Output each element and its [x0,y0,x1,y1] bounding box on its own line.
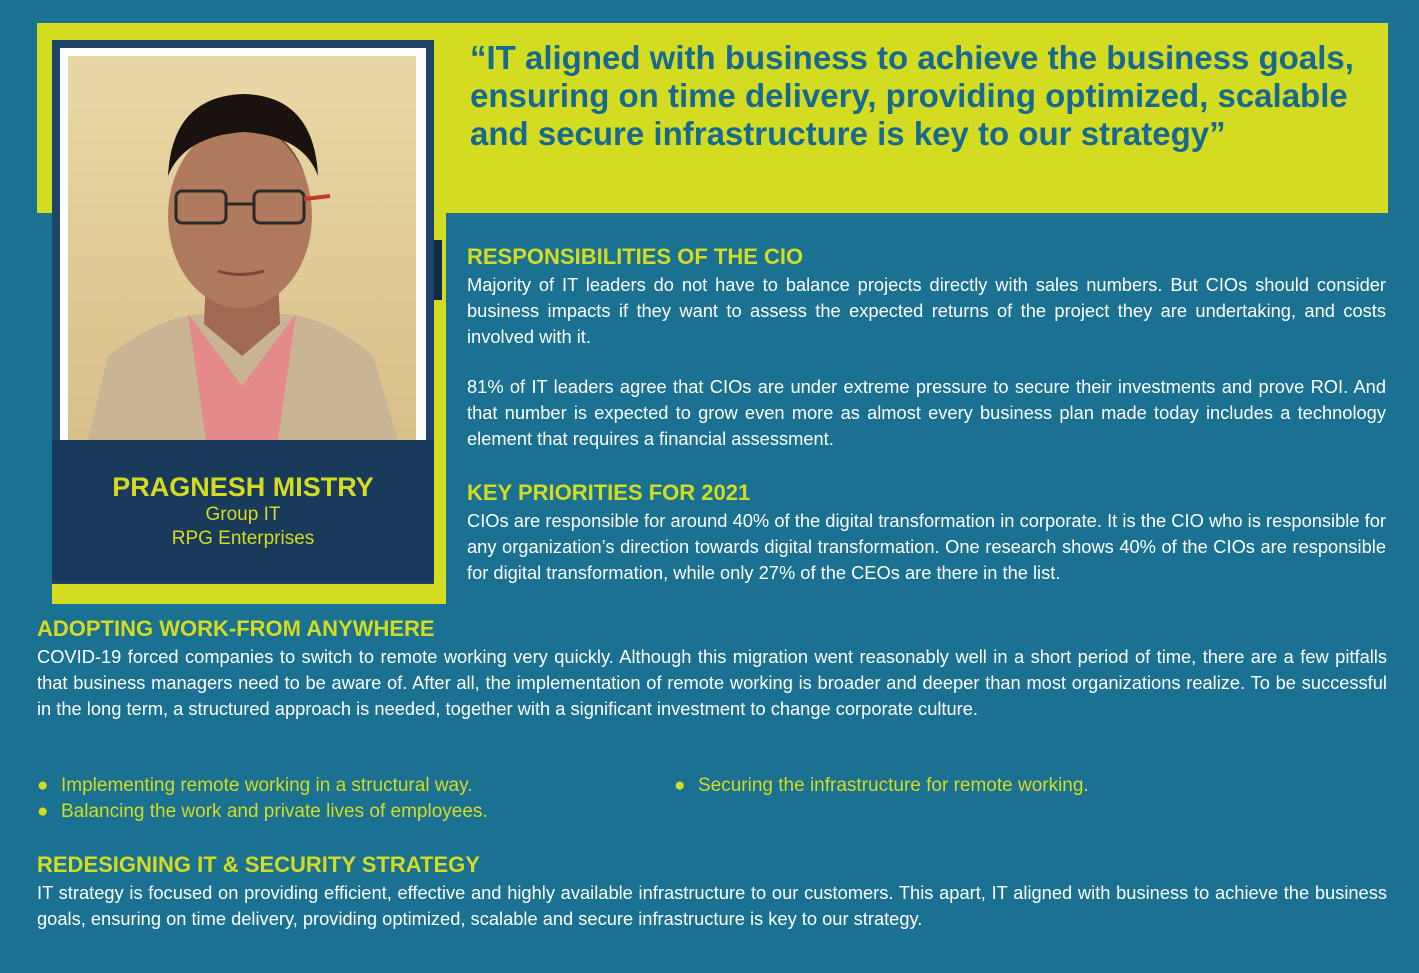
quote-box [434,23,1388,213]
priorities-section [467,480,1386,586]
redesign-section [37,852,1387,932]
bullet-icon: ● [674,775,686,796]
wfa-paragraph: COVID-19 forced companies to switch to remote working very quickly. Although this migration went reasonably well in a short period of time, there are a few pitfalls that business managers need to be aware of. After all, the implementation of remote working is broader and deeper than most organizations realize. To be successful in the long term, a structured approach is needed, together with a significant investment to change corporate culture. [37,646,1387,719]
portrait-photo [68,56,416,440]
redesign-title: REDESIGNING IT & SECURITY STRATEGY [37,852,480,877]
frame-dark-notch [434,240,442,300]
profile-name-panel [52,440,434,582]
frame-left-bar [37,23,52,213]
redesign-paragraph: IT strategy is focused on providing efficient, effective and highly available infrastructure to our customers. This apart, IT aligned with business to achieve the business goals, ensuring on time delivery, providing optimized, scalable and secure infrastructure is key to our strategy. [37,882,1387,929]
list-item [674,773,1089,799]
responsibilities-section [467,244,1386,452]
bullet-text: Implementing remote working in a structural way. [61,775,473,796]
portrait-illustration [68,56,416,440]
priorities-paragraph: CIOs are responsible for around 40% of the digital transformation in corporate. It is the CIO who is responsible for any organization’s direction towards digital transformation. One research shows 40% of the CIOs are responsible for digital transformation, while only 27% of the CEOs are there in the list. [467,510,1386,583]
responsibilities-title: RESPONSIBILITIES OF THE CIO [467,244,804,269]
priorities-title: KEY PRIORITIES FOR 2021 [467,480,751,505]
wfa-section [37,616,1387,722]
bullet-text: Securing the infrastructure for remote working. [698,775,1089,796]
profile-company: RPG Enterprises [171,528,315,549]
frame-bottom-bar [52,582,446,604]
responsibilities-paragraph-1: Majority of IT leaders do not have to balance projects directly with sales numbers. But CIOs should consider business impacts if they want to assess the expected returns of the project they are undertaking, and costs involved with it. [467,274,1386,347]
list-item [37,799,488,825]
wfa-title: ADOPTING WORK-FROM ANYWHERE [37,616,435,641]
pull-quote: “IT aligned with business to achieve the business goals, ensuring on time delivery, providing optimized, scalable and secure infrastructure is key to our strategy” [470,39,1354,152]
frame-top-bar [37,23,437,40]
profile-role: Group IT [205,504,281,525]
profile-name: PRAGNESH MISTRY [112,472,374,502]
bullet-text: Balancing the work and private lives of employees. [61,801,488,822]
list-item [37,773,472,799]
bullet-icon: ● [37,775,49,796]
responsibilities-paragraph-2: 81% of IT leaders agree that CIOs are under extreme pressure to secure their investments and prove ROI. And that number is expected to grow even more as almost every business plan made today includes a technology element that requires a financial assessment. [467,376,1386,449]
bullet-icon: ● [37,801,49,822]
